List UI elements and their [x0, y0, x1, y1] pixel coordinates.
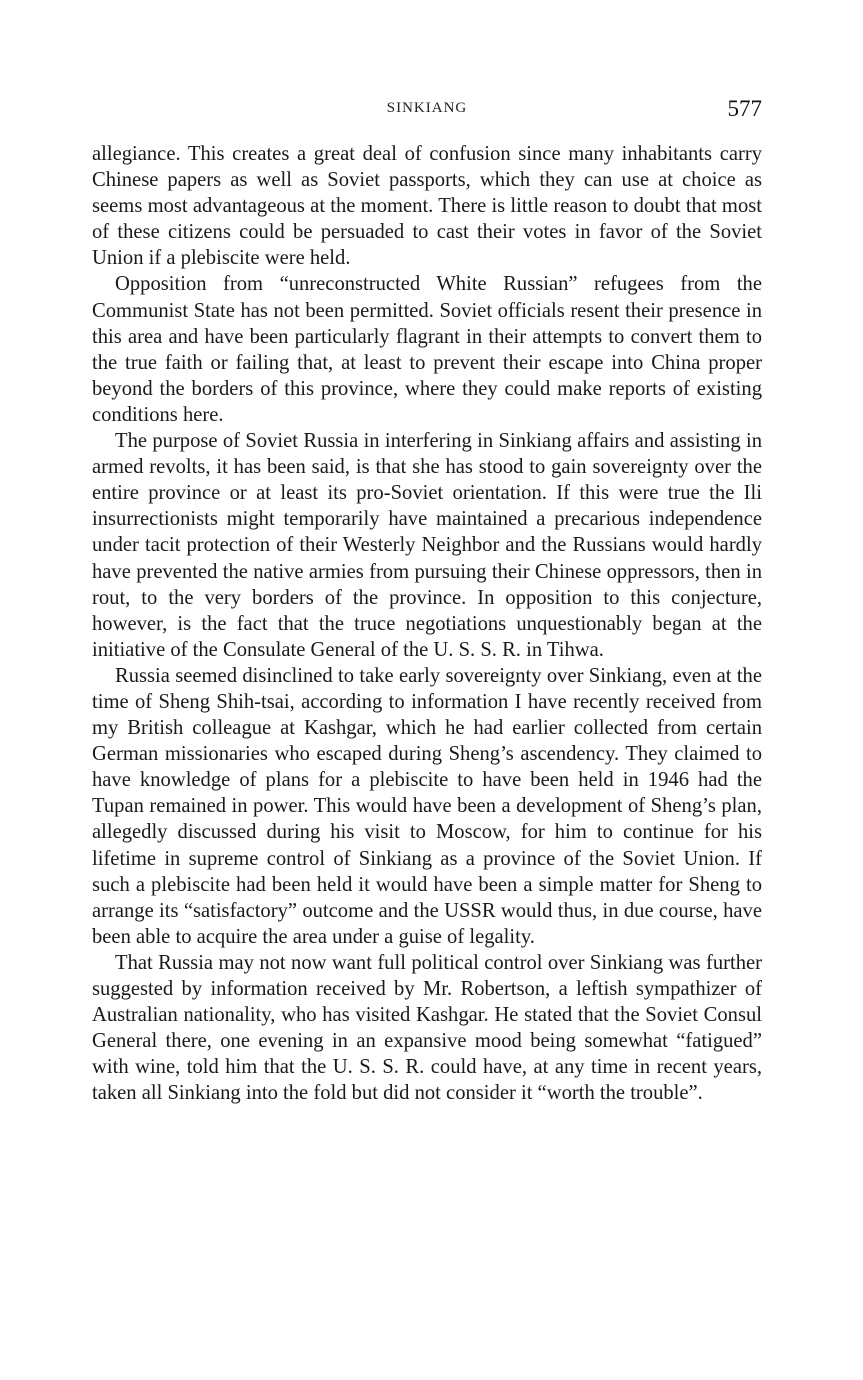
- paragraph-5: That Russia may not now want full political control over Sinkiang was further suggested by information received by Mr. Robertson, a leftish sympathizer of Australian nationality, who has visited Kashgar. He stated that the Soviet Consul General there, one evening in an expansive mood being somewhat “fatigued” with wine, told him that the U. S. S. R. could have, at any time in recent years, taken all Sinkiang into the fold but did not consider it “worth the trouble”.: [92, 951, 762, 1105]
- running-title: SINKIANG: [386, 100, 468, 116]
- paragraph-4: Russia seemed disinclined to take early sovereignty over Sinkiang, even at the time of Sheng Shih-tsai, according to information I have recently received from my British colleague at Kashgar, which he had earlier collected from certain German missionaries who escaped during Sheng’s ascendency. They claimed to have knowledge of plans for a plebiscite to have been held in 1946 had the Tupan remained in power. This would have been a development of Sheng’s plan, allegedly discussed during his visit to Moscow, for him to continue for his lifetime in supreme control of Sinkiang as a province of the Soviet Union. If such a plebiscite had been held it would have been a simple matter for Sheng to arrange its “satisfactory” outcome and the USSR would thus, in due course, have been able to acquire the area under a guise of legality.: [92, 664, 762, 948]
- body-text: [92, 141, 762, 1106]
- running-head: [92, 96, 762, 124]
- paragraph-1: allegiance. This creates a great deal of confusion since many inhabitants carry Chinese papers as well as Soviet passports, which they can use at choice as seems most advantageous at the moment. There is little reason to doubt that most of these citizens could be persuaded to cast their votes in favor of the Soviet Union if a plebiscite were held.: [92, 143, 762, 270]
- paragraph-2: Opposition from “unreconstructed White Russian” refugees from the Communist State has not been permitted. Soviet officials resent their presence in this area and have been particularly flagrant in their attempts to convert them to the true faith or failing that, at least to prevent their escape into China proper beyond the borders of this province, where they could make reports of existing conditions here.: [92, 273, 762, 426]
- paragraph-3: The purpose of Soviet Russia in interfering in Sinkiang affairs and assisting in armed revolts, it has been said, is that she has stood to gain sovereignty over the entire province or at least its pro-Soviet orientation. If this were true the Ili insurrectionists might temporarily have maintained a precarious independence under tacit protection of their Westerly Neighbor and the Russians would hardly have prevented the native armies from pursuing their Chinese oppressors, then in rout, to the very borders of the province. In opposition to this conjecture, however, is the fact that the truce negotiations unquestionably began at the initiative of the Consulate General of the U. S. S. R. in Tihwa.: [92, 430, 762, 661]
- page-number: 577: [727, 96, 762, 121]
